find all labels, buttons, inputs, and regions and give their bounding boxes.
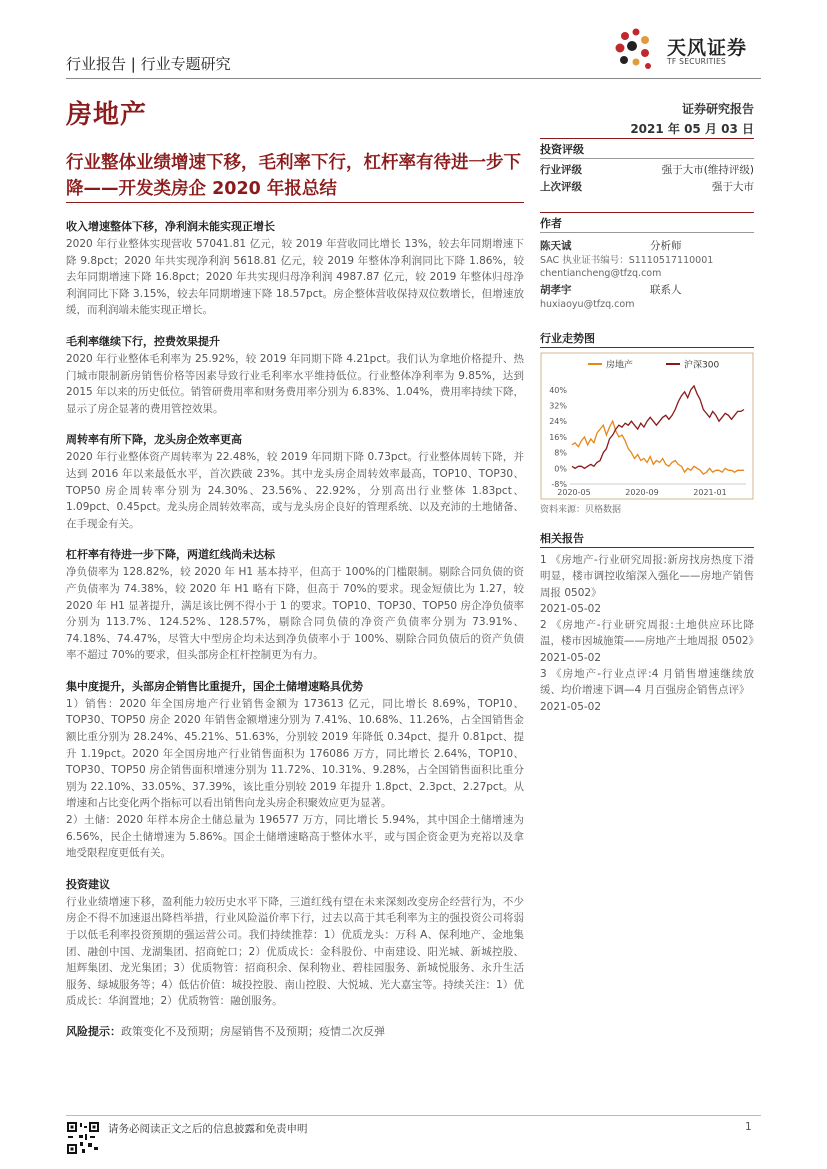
section-body: 2020 年行业整体实现营收 57041.81 亿元，较 2019 年营收同比增长 13%，较去年同期增速下降 9.8pct；2020 年共实现净利润 5618.81 亿元，较 2019 年整体净利润同比下降 1.86%，较去年同期增速下降 16.8pct；2020 年共实现归母净利润 4987.87 亿元，较 2019 年整体归母净利润同比下降 3.15%，较去年同期增速下降 18.57pct。房企整体营收保持双位数增长，但增速放缓，而利润端未能实现正增长。 xyxy=(66,238,524,317)
author-block xyxy=(540,238,754,280)
section xyxy=(66,546,524,664)
page-number: 1 xyxy=(745,1121,752,1133)
author-role: 联系人 xyxy=(650,284,682,296)
rating-row xyxy=(540,179,754,196)
section-body: 净负债率为 128.82%，较 2020 年 H1 基本持平，但高于 100%的门槛限制。剔除合同负债的资产负债率为 74.38%，较 2020 年 H1 略有下降，但高于 70%的要求。现金短债比为 1.27，较 2020 年 H1 显著提升，满足该比例不得小于 1 的要求。TOP10、TOP30、TOP50 房企净负债率分别为 113.7%、124.52%、128.57%，剔除合同负债的净资产负债率分别为 73.91%、74.18%、74.47%，尽管大中型房企均未达到净负债率小于 100%、剔除合同负债后的资产负债率不超过 70%的要求，但头部房企杠杆控制更为有力。 xyxy=(66,566,524,662)
footer-divider xyxy=(66,1115,761,1116)
rating-rule xyxy=(540,158,754,159)
author-email: chentiancheng@tfzq.com xyxy=(540,268,662,279)
authors-panel xyxy=(540,212,754,311)
rating-top-rule xyxy=(540,138,754,139)
rating-heading: 投资评级 xyxy=(540,143,584,156)
related-item[interactable] xyxy=(540,617,760,666)
x-tick-label: 2020-09 xyxy=(625,488,659,497)
legend-label: 沪深300 xyxy=(684,360,720,371)
y-tick-label: 40% xyxy=(549,385,567,395)
y-tick-label: 16% xyxy=(549,432,567,442)
trend-panel xyxy=(540,330,754,515)
report-category: 行业报告 | 行业专题研究 xyxy=(66,55,231,73)
y-tick-label: 8% xyxy=(554,448,567,458)
rating-label: 行业评级 xyxy=(540,164,582,176)
logo-subtitle: TF SECURITIES xyxy=(667,57,727,66)
section-heading: 毛利率继续下行，控费效果提升 xyxy=(66,334,220,348)
legend-label: 房地产 xyxy=(606,360,634,371)
chart-frame xyxy=(541,353,753,499)
section-heading: 投资建议 xyxy=(66,877,110,891)
related-date: 2021-05-02 xyxy=(540,700,602,713)
section-heading: 收入增速整体下移，净利润未能实现正增长 xyxy=(66,220,275,233)
author-role: 分析师 xyxy=(650,240,682,252)
section-body: 2）土储：2020 年样本房企土储总量为 196577 万方，同比增长 5.94%，其中国企土储增速为 6.56%，民企土储增速为 5.86%。国企土储增速略高于整体水平，或与国企资金更为充裕以及拿地受限程度更低有关。 xyxy=(66,814,524,860)
report-title: 行业整体业绩增速下移，毛利率下行，杠杆率有待进一步下降——开发类房企 2020 年报总结 xyxy=(66,153,521,199)
section-body: 1）销售：2020 年全国房地产行业销售金额为 173613 亿元，同比增长 8.69%，TOP10、TOP30、TOP50 房企 2020 年销售金额增速分别为 7.41%、10.68%、11.26%，占全国销售金额比重分别为 28.24%、45.21%、51.63%，分别较 2019 年降低 0.34pct、提升 0.81pct、提升 1.19pct。2020 年全国房地产行业销售面积为 176086 万方，同比增长 2.64%，TOP10、TOP30、TOP50 房企销售面积增速分别为 11.72%、10.31%、9.28%，占全国销售面积比重分别为 22.10%、33.05%、37.39%，该比重分别较 2019 年提升 1.8pct、2.3pct、2.27pct。从增速和占比变化两个指标可以看出销售向龙头房企积聚效应更为显著。 xyxy=(66,697,524,810)
header-divider xyxy=(66,78,761,79)
related-title[interactable]: 1 《房地产-行业研究周报:新房找房热度下滑明显，楼市调控收缩深入强化——房地产销售周报 0502》 xyxy=(540,554,754,599)
trend-chart xyxy=(540,352,754,500)
related-date: 2021-05-02 xyxy=(540,602,602,615)
related-heading: 相关报告 xyxy=(540,532,584,545)
related-title[interactable]: 2 《房地产-行业研究周报:土地供应环比降温，楼市因城施策——房地产土地周报 0502》 xyxy=(540,619,760,648)
section xyxy=(66,431,524,532)
related-item[interactable] xyxy=(540,666,754,715)
rating-panel xyxy=(540,138,754,196)
footer-disclaimer: 请务必阅读正文之后的信息披露和免责申明 xyxy=(108,1123,308,1135)
section xyxy=(66,876,524,1010)
section-body: 2020 年行业整体毛利率为 25.92%，较 2019 年同期下降 4.21pct。我们认为拿地价格提升、热门城市限制新房销售价格等因素导致行业毛利率水平维持低位。行业整体净利率为 9.85%，达到 2015 年以来的历史低位。销管研费用率和财务费用率分别为 6.83%、1.04%，费用率持续下降，显示了房企显著的费用管控效果。 xyxy=(66,352,524,415)
risk-label: 风险提示： xyxy=(66,1024,121,1038)
risk-text: 政策变化不及预期；房屋销售不及预期；疫情二次反弹 xyxy=(121,1024,385,1038)
author-cert: SAC 执业证书编号：S1110517110001 xyxy=(540,255,714,266)
risk-note xyxy=(66,1024,524,1041)
y-tick-label: 32% xyxy=(549,401,567,411)
authors-rule xyxy=(540,232,754,233)
author-name: 胡孝宇 xyxy=(540,284,572,296)
author-block xyxy=(540,282,754,311)
section-body: 2020 年行业整体资产周转率为 22.48%，较 2019 年同期下降 0.73pct。行业整体周转下降，并达到 2016 年以来最低水平，首次跌破 23%。其中龙头房企周转效率最高，TOP10、TOP30、TOP50 房企周转率分别为 24.30%、23.56%、22.92%，分别高出行业整体 1.83pct、1.09pct、0.45pct。龙头房企周转效率高，或与龙头房企良好的管理系统、以及充沛的土地储备、在手现金有关。 xyxy=(66,451,524,530)
y-tick-label: 24% xyxy=(549,417,567,427)
x-tick-label: 2020-05 xyxy=(557,488,591,497)
report-date: 2021 年 05 月 03 日 xyxy=(630,122,754,136)
rating-value: 强于大市(维持评级) xyxy=(661,164,754,176)
rating-row xyxy=(540,162,754,179)
trend-heading: 行业走势图 xyxy=(540,332,595,345)
authors-heading: 作者 xyxy=(540,217,562,230)
related-item[interactable] xyxy=(540,552,754,617)
series-line xyxy=(572,421,744,474)
section xyxy=(66,678,524,862)
section-heading: 周转率有所下降，龙头房企效率更高 xyxy=(66,433,242,447)
authors-top-rule xyxy=(540,212,754,213)
logo-name: 天风证券 xyxy=(667,37,748,59)
trend-rule xyxy=(540,347,754,348)
section-heading: 集中度提升，头部房企销售比重提升，国企土储增速略具优势 xyxy=(66,679,363,693)
report-type: 证券研究报告 xyxy=(681,102,754,116)
related-title[interactable]: 3 《房地产-行业点评:4 月销售增速继续放缓、均价增速下调—4 月百强房企销售点评》 xyxy=(540,668,754,697)
x-tick-label: 2021-01 xyxy=(693,488,727,497)
sector-title: 房地产 xyxy=(66,100,148,130)
rating-value: 强于大市 xyxy=(712,181,754,193)
chart-source: 资料来源：贝格数据 xyxy=(540,505,622,515)
section xyxy=(66,218,524,319)
qr-code-icon xyxy=(66,1121,100,1155)
section-body: 行业业绩增速下移，盈利能力较历史水平下降，三道红线有望在未来深刻改变房企经营行为，不少房企不得不加速退出降档举措，行业风险溢价率下行，过去以高于其毛利率为主的强投资公司将弱于以低毛利率投资预期的强运营公司。我们持续推荐：1）优质龙头：万科 A、保利地产、金地集团、融创中国、龙湖集团、招商蛇口；2）优质成长：金科股份、中南建设、阳光城、新城控股、旭辉集团、龙光集团；3）优质物管：招商积余、保利物业、碧桂园服务、新城悦服务、永升生活服务、绿城服务等；4）低估价值：城投控股、南山控股、大悦城、光大嘉宝等。持续关注：1）优质成长：华润置地；2）优质物管：融创服务。 xyxy=(66,895,524,1008)
related-rule xyxy=(540,547,754,548)
title-divider xyxy=(66,202,524,203)
related-date: 2021-05-02 xyxy=(540,651,602,664)
section-heading: 杠杆率有待进一步下降，两道红线尚未达标 xyxy=(66,548,275,562)
author-email: huxiaoyu@tfzq.com xyxy=(540,299,635,310)
author-name: 陈天诚 xyxy=(540,240,572,252)
rating-label: 上次评级 xyxy=(540,181,582,193)
y-tick-label: -8% xyxy=(551,480,567,489)
series-line xyxy=(572,386,744,468)
y-tick-label: 0% xyxy=(554,464,567,474)
main-content xyxy=(66,218,524,1041)
section xyxy=(66,333,524,417)
related-panel xyxy=(540,530,760,715)
